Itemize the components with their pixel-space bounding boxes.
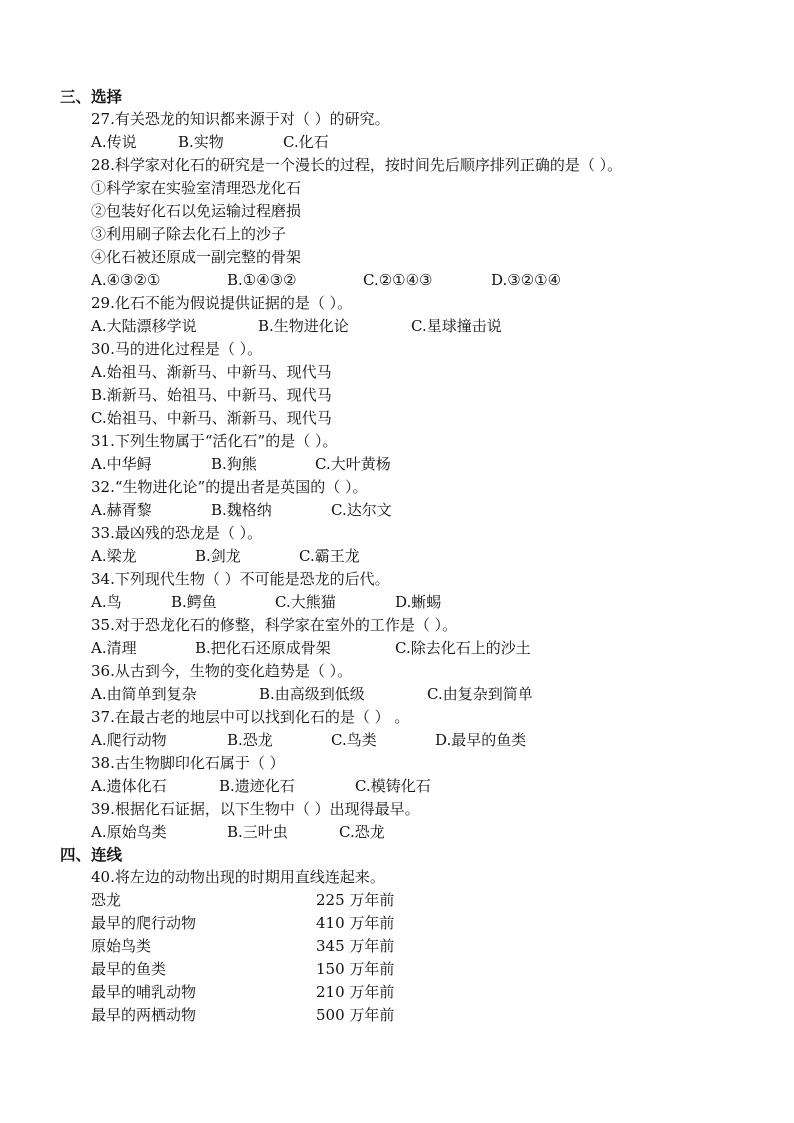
question-39-options: [91, 821, 791, 844]
question-28-item-2: ②包装好化石以免运输过程磨损: [91, 202, 302, 220]
option-c: C.化石: [283, 133, 329, 151]
question-35-options: [91, 637, 791, 660]
question-28-item-4: ④化石被还原成一副完整的骨架: [91, 248, 302, 266]
option-d: D.蜥蜴: [395, 593, 442, 611]
question-34-stem: 34.下列现代生物（ ）不可能是恐龙的后代。: [91, 570, 390, 588]
option-b: B.由高级到低级: [259, 685, 365, 703]
option-c: C.达尔文: [331, 501, 392, 519]
question-28-stem: 28.科学家对化石的研究是一个漫长的过程，按时间先后顺序排列正确的是（ ）。: [91, 156, 623, 174]
question-31-options: [91, 453, 791, 476]
match-right-item: 150 万年前: [316, 960, 395, 978]
option-c: C.大熊猫: [275, 593, 336, 611]
option-b: B.把化石还原成骨架: [195, 639, 331, 657]
option-a: A.中华鲟: [91, 455, 152, 473]
option-c: C.恐龙: [339, 823, 385, 841]
question-34-options: [91, 591, 791, 614]
question-33-options: [91, 545, 791, 568]
option-b: B.恐龙: [227, 731, 273, 749]
question-30-option-c: C.始祖马、中新马、渐新马、现代马: [91, 409, 332, 427]
option-a: A.遗体化石: [91, 777, 167, 795]
option-a: A.清理: [91, 639, 137, 657]
option-b: B.剑龙: [195, 547, 241, 565]
option-c: C.模铸化石: [355, 777, 431, 795]
option-b: B.三叶虫: [227, 823, 288, 841]
question-28-item-1: ①科学家在实验室清理恐龙化石: [91, 179, 302, 197]
question-29-options: [91, 315, 791, 338]
option-b: B.鳄鱼: [171, 593, 217, 611]
option-b: B.生物进化论: [258, 317, 349, 335]
question-36-stem: 36.从古到今，生物的变化趋势是（ ）。: [91, 662, 353, 680]
section-4-title: 四、连线: [60, 845, 123, 864]
match-right-item: 345 万年前: [316, 937, 395, 955]
option-a: A.梁龙: [91, 547, 137, 565]
option-c: C.②①④③: [363, 271, 433, 289]
question-27-options: [91, 131, 791, 154]
option-c: C.除去化石上的沙土: [395, 639, 531, 657]
question-29-stem: 29.化石不能为假说提供证据的是（ ）。: [91, 294, 353, 312]
match-left-item: 原始鸟类: [91, 937, 152, 955]
question-35-stem: 35.对于恐龙化石的修整，科学家在室外的工作是（ ）。: [91, 616, 458, 634]
option-b: B.遗迹化石: [219, 777, 295, 795]
option-b: B.①④③②: [227, 271, 297, 289]
option-a: A.爬行动物: [91, 731, 167, 749]
option-b: B.狗熊: [211, 455, 257, 473]
option-b: B.魏格纳: [211, 501, 272, 519]
question-37-options: [91, 729, 791, 752]
match-left-item: 恐龙: [91, 891, 122, 909]
question-30-stem: 30.马的进化过程是（ ）。: [91, 340, 263, 358]
option-b: B.实物: [178, 133, 224, 151]
match-right-item: 210 万年前: [316, 983, 395, 1001]
question-38-stem: 38.古生物脚印化石属于（ ）: [91, 754, 285, 772]
match-right-item: 410 万年前: [316, 914, 395, 932]
question-36-options: [91, 683, 791, 706]
option-c: C.星球撞击说: [411, 317, 502, 335]
question-38-options: [91, 775, 791, 798]
option-c: C.鸟类: [331, 731, 377, 749]
match-left-item: 最早的鱼类: [91, 960, 167, 978]
option-a: A.由简单到复杂: [91, 685, 197, 703]
question-40-stem: 40.将左边的动物出现的时期用直线连起来。: [91, 868, 385, 886]
option-a: A.鸟: [91, 593, 122, 611]
question-32-options: [91, 499, 791, 522]
section-3-title: 三、选择: [60, 87, 123, 106]
match-left-item: 最早的爬行动物: [91, 914, 197, 932]
question-31-stem: 31.下列生物属于“活化石”的是（ ）。: [91, 432, 338, 450]
question-28-options: [91, 269, 791, 292]
option-c: C.大叶黄杨: [315, 455, 391, 473]
match-left-item: 最早的两栖动物: [91, 1006, 197, 1024]
option-a: A.④③②①: [91, 271, 161, 289]
question-28-item-3: ③利用刷子除去化石上的沙子: [91, 225, 287, 243]
question-30-option-b: B.渐新马、始祖马、中新马、现代马: [91, 386, 332, 404]
match-left-item: 最早的哺乳动物: [91, 983, 197, 1001]
option-c: C.霸王龙: [299, 547, 360, 565]
match-right-item: 225 万年前: [316, 891, 395, 909]
question-30-option-a: A.始祖马、渐新马、中新马、现代马: [91, 363, 332, 381]
option-a: A.大陆漂移学说: [91, 317, 197, 335]
option-a: A.赫胥黎: [91, 501, 152, 519]
option-d: D.③②①④: [491, 271, 562, 289]
option-d: D.最早的鱼类: [435, 731, 527, 749]
question-32-stem: 32.“生物进化论”的提出者是英国的（ ）。: [91, 478, 368, 496]
option-a: A.原始鸟类: [91, 823, 167, 841]
question-27-stem: 27.有关恐龙的知识都来源于对（ ）的研究。: [91, 110, 390, 128]
match-right-item: 500 万年前: [316, 1006, 395, 1024]
question-37-stem: 37.在最古老的地层中可以找到化石的是（ ） 。: [91, 708, 410, 726]
question-39-stem: 39.根据化石证据，以下生物中（ ）出现得最早。: [91, 800, 420, 818]
option-c: C.由复杂到简单: [427, 685, 533, 703]
question-33-stem: 33.最凶残的恐龙是（ ）。: [91, 524, 263, 542]
option-a: A.传说: [91, 133, 137, 151]
